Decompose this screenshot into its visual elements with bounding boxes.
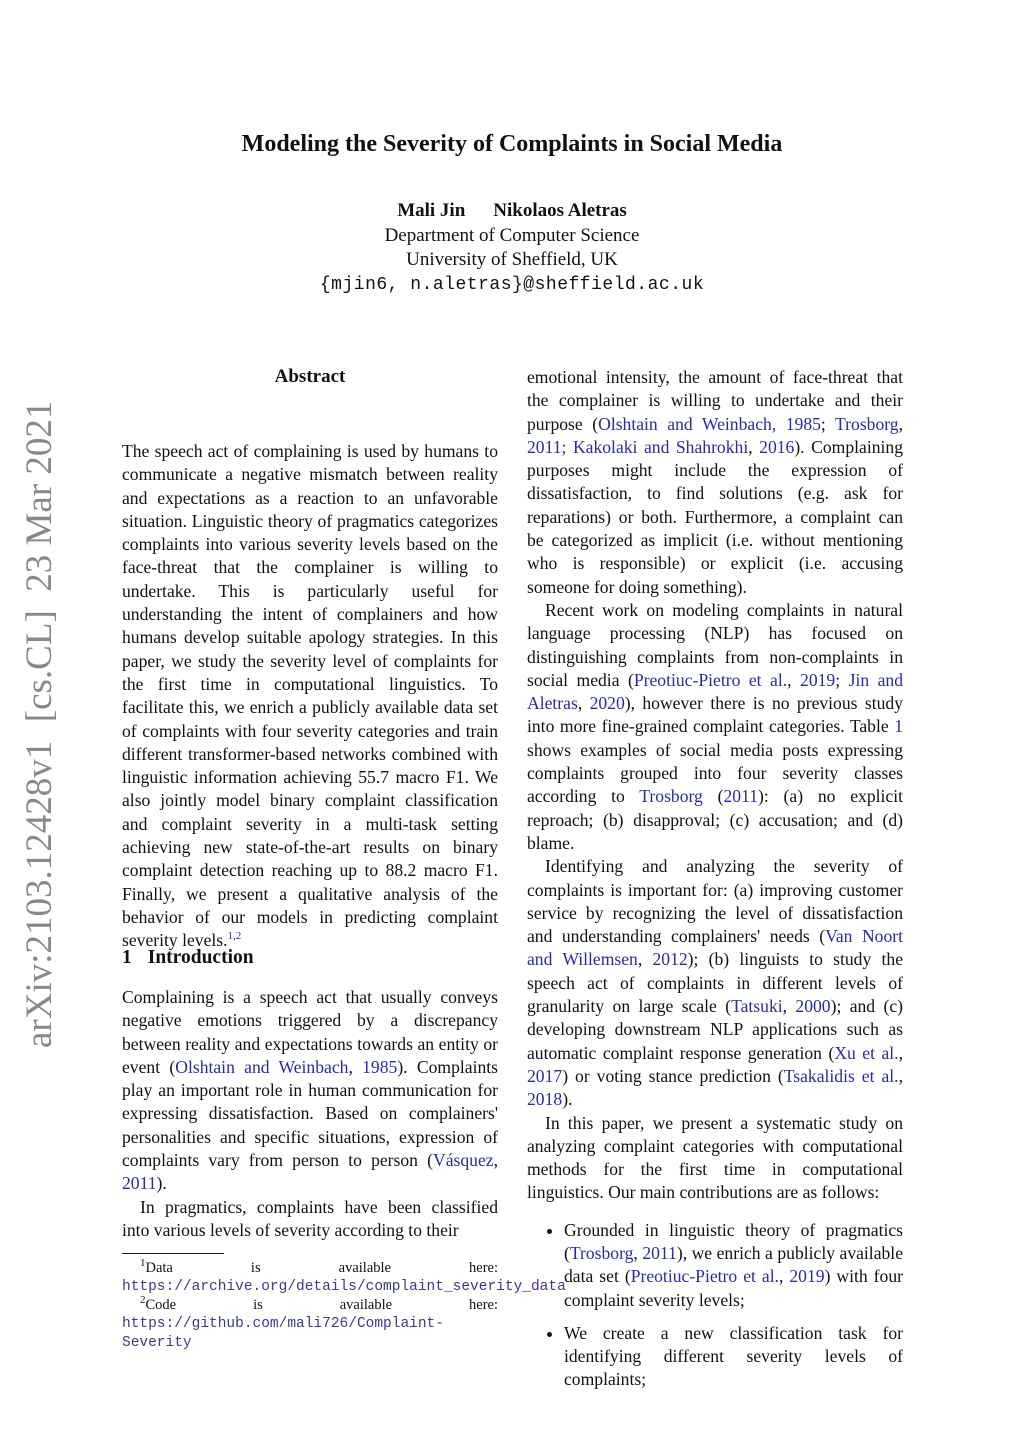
- text-run: ,: [787, 669, 801, 690]
- citation-link[interactable]: Olshtain and Weinbach, 1985: [598, 413, 821, 434]
- intro-right-paragraphs: [527, 366, 903, 1205]
- text-run: shows examples of social media posts expressing complaints grouped into four severity classes according to: [527, 739, 903, 807]
- intro-right-column: [527, 366, 903, 1402]
- text-run: ) with four complaint severity levels;: [564, 1266, 903, 1310]
- text-run: Grounded in linguistic theory of pragmatics (: [564, 1219, 903, 1263]
- citation-link[interactable]: Trosborg: [835, 413, 899, 434]
- text-run: ).: [562, 1089, 573, 1110]
- paragraph: [527, 599, 903, 855]
- text-run: ). Complaining purposes might include the expression of dissatisfaction, to find solutions (e.g. ask for reparations) or both. Furthermore, a complaint can be categorized as implicit (i.e. without mentioning who is responsible) or explicit (i.e. accusing someone for doing something).: [527, 436, 903, 597]
- paragraph: [122, 1196, 498, 1243]
- text-run: The speech act of complaining is used by humans to communicate a negative mismatch between reality and expectations as a reaction to an unfavorable situation. Linguistic theory of pragmatics categorizes complaints into various severity levels based on the face-threat that the complainer is willing to undertake. This is particularly useful for understanding the intent of complainers and how humans develop suitable apology strategies. In this paper, we study the severity level of complaints for the first time in computational linguistics. To facilitate this, we enrich a publicly available data set of complaints with four severity categories and train different transformer-based networks combined with linguistic information achieving 55.7 macro F1. We also jointly model binary complaint classification and complaint severity in a multi-task setting achieving new state-of-the-art results on binary complaint detection reaching up to 88.2 macro F1. Finally, we present a qualitative analysis of the behavior of our models in predicting complaint severity levels.: [122, 441, 498, 951]
- citation-link[interactable]: Trosborg: [569, 1242, 634, 1263]
- text-run: ;: [820, 413, 836, 434]
- text-run: ); (b) linguists to study the speech act of complaints in different levels of granularity on large scale (: [527, 949, 904, 1017]
- footnote-text: Data is available here:: [145, 1260, 498, 1276]
- text-run: ;: [835, 669, 849, 690]
- paragraph: [527, 1112, 903, 1205]
- text-run: (: [702, 786, 724, 807]
- text-run: ); and (c) developing downstream NLP applications such as automatic complaint response generation (: [527, 996, 903, 1063]
- paragraph: [122, 440, 498, 953]
- text-run: ,: [778, 1266, 790, 1287]
- footnote-text: Code is available here:: [145, 1297, 498, 1313]
- text-run: ) or voting stance prediction (: [562, 1065, 784, 1086]
- paragraph: [527, 366, 903, 599]
- footnote-mark: 2: [140, 1294, 146, 1307]
- text-run: ,: [898, 1065, 903, 1086]
- text-run: ,: [898, 1042, 903, 1063]
- paragraph: [527, 855, 903, 1111]
- abstract-heading: Abstract: [274, 366, 346, 387]
- text-run: ,: [898, 413, 903, 434]
- citation-link[interactable]: Jin and Aletras: [527, 669, 904, 714]
- citation-link[interactable]: 2011: [642, 1242, 677, 1263]
- arxiv-stamp: arXiv:2103.12428v1 [cs.CL] 23 Mar 2021: [19, 400, 60, 1048]
- text-run: ,: [637, 949, 653, 970]
- text-run: ). Complaints play an important role in human communication for expressing dissatisfaction. Based on complainers' personalities and specific situations, expression of complaints vary from person to person (: [122, 1056, 498, 1171]
- affiliation-department: Department of Computer Science: [384, 224, 640, 246]
- text-run: ,: [493, 1150, 498, 1171]
- footnote-link[interactable]: https://github.com/mali726/Complaint-Severity: [122, 1316, 444, 1351]
- author-name: Nikolaos Aletras: [493, 200, 627, 221]
- citation-link[interactable]: Vásquez: [433, 1150, 494, 1171]
- text-run: Recent work on modeling complaints in natural language processing (NLP) has focused on distinguishing complaints from non-complaints in social media (: [527, 599, 903, 690]
- footnote-rule: [122, 1253, 224, 1254]
- citation-link[interactable]: 2016: [759, 436, 795, 457]
- section-heading: [122, 947, 270, 969]
- text-run: We create a new classification task for identifying different severity levels of complaints;: [564, 1322, 903, 1390]
- citation-link[interactable]: 2020: [589, 693, 625, 714]
- text-run: ,: [577, 693, 590, 714]
- text-run: ), we enrich a publicly available data set (: [564, 1242, 904, 1287]
- citation-link[interactable]: Van Noort and Willemsen: [527, 926, 904, 970]
- citation-link[interactable]: Preotiuc-Pietro et al.: [630, 1266, 779, 1287]
- citation-link[interactable]: 1985: [362, 1056, 398, 1077]
- footnote-link[interactable]: https://archive.org/details/complaint_severity_data: [122, 1279, 566, 1295]
- footnotes: [122, 1257, 566, 1352]
- intro-left-column: [122, 986, 498, 1242]
- text-run: Identifying and analyzing the severity of complaints is important for: (a) improving customer service by recognizing the level of dissatisfaction and understanding complainers' needs (: [527, 856, 903, 947]
- citation-link[interactable]: Tsakalidis et al.: [783, 1065, 899, 1086]
- text-run: ,: [782, 996, 796, 1017]
- section-title: Introduction: [147, 947, 254, 968]
- footnote-ref[interactable]: 1,2: [227, 930, 242, 943]
- list-item: [564, 1219, 903, 1312]
- citation-link[interactable]: 2011; Kakolaki and Shahrokhi: [527, 436, 749, 457]
- author-email: {mjin6, n.aletras}@sheffield.ac.uk: [319, 274, 705, 295]
- citation-link[interactable]: 1: [894, 716, 903, 737]
- abstract-body: [122, 440, 498, 953]
- citation-link[interactable]: 2012: [652, 949, 688, 970]
- text-run: ,: [633, 1242, 643, 1263]
- citation-link[interactable]: 2011: [122, 1173, 157, 1194]
- paper-title: Modeling the Severity of Complaints in Social Media: [241, 131, 783, 157]
- text-run: ), however there is no previous study into more fine-grained complaint categories. Table: [527, 693, 903, 737]
- section-number: 1: [122, 947, 132, 968]
- text-run: ): (a) no explicit reproach; (b) disapproval; (c) accusation; and (d) blame.: [527, 786, 903, 853]
- author-name: Mali Jin: [397, 200, 466, 221]
- citation-link[interactable]: Xu et al.: [834, 1042, 899, 1063]
- citation-link[interactable]: 2019: [800, 669, 836, 690]
- text-run: emotional intensity, the amount of face-threat that the complainer is willing to undertake and their purpose (: [527, 367, 903, 434]
- citation-link[interactable]: 2017: [527, 1065, 563, 1086]
- text-run: In this paper, we present a systematic study on analyzing complaint categories with computational methods for the first time in computational linguistics. Our main contributions are as follows:: [527, 1112, 903, 1203]
- footnote-mark: 1: [140, 1257, 146, 1270]
- citation-link[interactable]: Tatsuki: [731, 996, 783, 1017]
- affiliation-university: University of Sheffield, UK: [406, 249, 618, 270]
- text-run: Complaining is a speech act that usually conveys negative emotions triggered by a discrepancy between reality and expectations towards an entity or event (: [122, 987, 498, 1077]
- paragraph: [122, 986, 498, 1196]
- text-run: In pragmatics, complaints have been classified into various levels of severity according to their: [122, 1196, 498, 1240]
- citation-link[interactable]: Olshtain and Weinbach: [175, 1056, 349, 1077]
- footnote: [122, 1257, 566, 1296]
- citation-link[interactable]: 2000: [795, 996, 831, 1017]
- author-block: [0, 199, 1024, 297]
- text-run: ,: [348, 1056, 363, 1077]
- citation-link[interactable]: 2019: [789, 1266, 825, 1287]
- text-run: ,: [748, 436, 760, 457]
- citation-link[interactable]: 2018: [527, 1089, 563, 1110]
- text-run: ).: [156, 1173, 167, 1194]
- citation-link[interactable]: Trosborg: [639, 786, 703, 807]
- citation-link[interactable]: 2011: [723, 786, 759, 807]
- contributions-list: [527, 1219, 903, 1392]
- list-item: [564, 1322, 903, 1392]
- footnote: [122, 1296, 498, 1352]
- citation-link[interactable]: Preotiuc-Pietro et al.: [633, 669, 788, 690]
